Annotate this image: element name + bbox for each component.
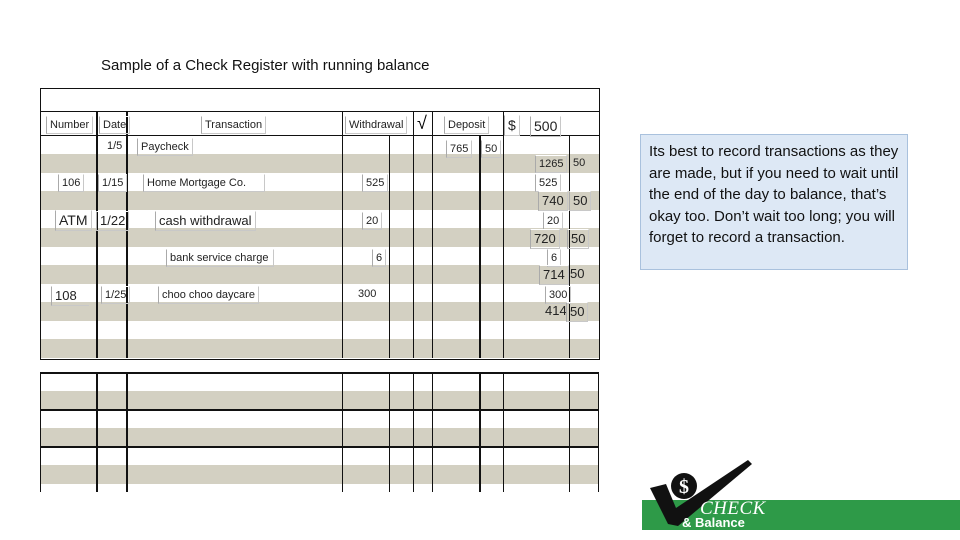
row1-balance: 1265 — [535, 155, 567, 173]
row3-date: 1/22 — [96, 211, 129, 231]
row5-amount: 300 — [545, 286, 571, 304]
logo-check-text: CHECK — [700, 498, 766, 519]
row3-number: ATM — [55, 210, 92, 231]
row5-number: 108 — [51, 286, 89, 306]
row2-number: 106 — [58, 174, 84, 192]
row2-amount: 525 — [535, 174, 561, 192]
row1-deposit-cents: 50 — [481, 140, 501, 158]
row5-date: 1/25 — [101, 286, 130, 304]
row5-transaction: choo choo daycare — [158, 286, 259, 304]
row5-balance-cents: 50 — [566, 302, 588, 322]
tip-note: Its best to record transactions as they are made, but if you need to wait until the end of the day to balance, that’s okay too. Don’t wait too long; you will forget to record a transaction. — [640, 134, 908, 270]
row4-withdrawal: 6 — [372, 249, 386, 267]
row2-date: 1/15 — [98, 174, 127, 192]
row1-deposit: 765 — [446, 140, 472, 158]
row2-balance: 740 — [538, 191, 568, 211]
row1-balance-cents: 50 — [573, 157, 586, 169]
row2-transaction: Home Mortgage Co. — [143, 174, 265, 192]
row5-withdrawal: 300 — [358, 288, 377, 300]
row1-date: 1/5 — [107, 140, 123, 152]
row1-transaction: Paycheck — [137, 138, 193, 156]
header-date: Date — [99, 116, 130, 134]
row3-withdrawal: 20 — [362, 212, 382, 230]
header-dollar: $ — [504, 115, 520, 136]
opening-balance: 500 — [530, 116, 561, 137]
logo-balance-text: & Balance — [682, 515, 745, 530]
row2-withdrawal: 525 — [362, 174, 388, 192]
row4-amount: 6 — [547, 249, 561, 267]
row3-balance-cents: 50 — [567, 229, 589, 249]
header-transaction: Transaction — [201, 116, 266, 134]
header-number: Number — [46, 116, 93, 134]
row3-balance: 720 — [530, 229, 560, 249]
row4-balance: 714 — [539, 265, 569, 285]
row2-balance-cents: 50 — [569, 191, 591, 211]
slide-title: Sample of a Check Register with running balance — [101, 57, 430, 74]
header-deposit: Deposit — [444, 116, 489, 134]
row4-balance-cents: 50 — [570, 266, 585, 281]
logo-dollar-sign: $ — [679, 476, 689, 498]
row4-transaction: bank service charge — [166, 249, 274, 267]
row3-transaction: cash withdrawal — [155, 211, 256, 231]
checkmark-header-icon: √ — [417, 113, 427, 133]
row3-amount: 20 — [543, 212, 563, 230]
header-withdrawal: Withdrawal — [345, 116, 407, 134]
row5-balance: 414 — [545, 303, 567, 318]
